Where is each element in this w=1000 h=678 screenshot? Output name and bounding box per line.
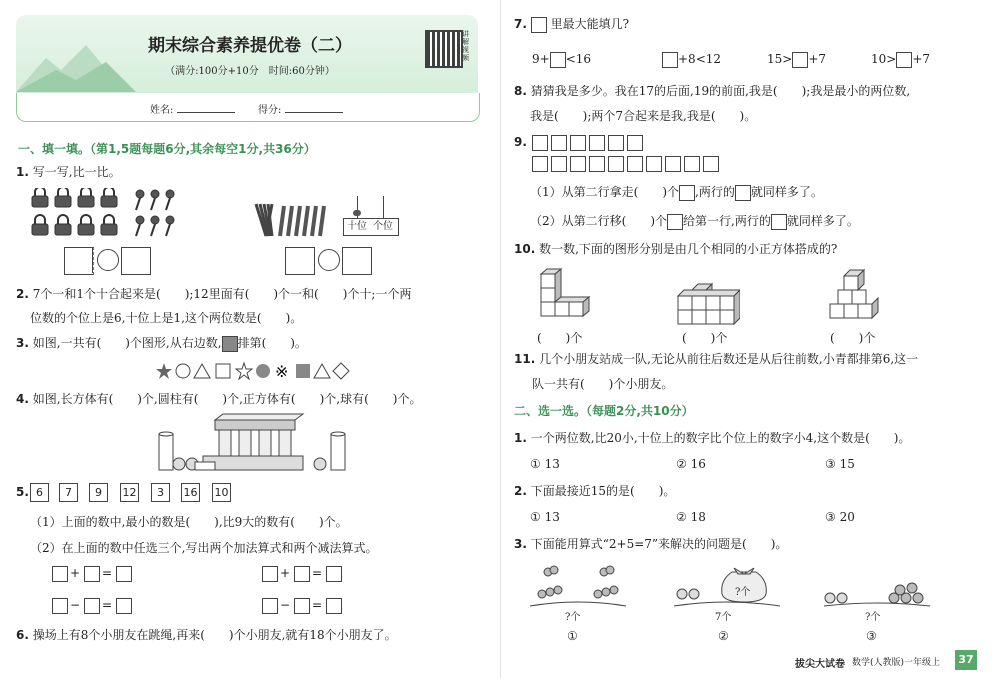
c2-option-3[interactable]: ③ 20 [825, 510, 855, 524]
c2-option-1[interactable]: ① 13 [530, 510, 560, 524]
gray-circle-icon [256, 364, 270, 378]
c3-label-1: ?个 [565, 612, 581, 623]
exam-title: 期末综合素养提优卷（二） [148, 36, 352, 56]
q3-text-a: 如图,一共有( )个图形,从右边数, [32, 336, 222, 350]
eq-op: = [102, 598, 113, 612]
q11-line1: 几个小朋友站成一队,无论从前往后数还是从后往前数,小青都排第6,这一 [539, 352, 919, 366]
eq-op: = [312, 598, 323, 612]
qr-code[interactable] [425, 30, 463, 68]
sticks-bundle-image [252, 200, 332, 240]
c3-option-3[interactable]: ③ [866, 629, 877, 643]
q7-expr1-a: 9+ [532, 52, 550, 66]
q1-compare-circle-2[interactable] [318, 249, 340, 271]
q10-answer-3[interactable]: ( )个 [830, 331, 876, 345]
number-card-16: 16 [181, 483, 200, 502]
q10-text: 数一数,下面的图形分别是由几个相同的小正方体搭成的? [539, 242, 838, 256]
q3-number: 3. [16, 336, 29, 350]
eq-box[interactable] [326, 566, 342, 582]
cube-figure-3 [826, 268, 886, 326]
q1-right-box-1[interactable] [285, 247, 315, 275]
q11-number: 11. [514, 352, 536, 366]
asterisk-icon: ※ [275, 362, 289, 380]
c1-option-3[interactable]: ③ 15 [825, 457, 855, 471]
q2-line2: 位数的个位上是6,十位上是1,这个两位数是( )。 [30, 311, 303, 325]
eq-box[interactable] [116, 598, 132, 614]
q10-answer-2[interactable]: ( )个 [682, 331, 728, 345]
q9-sub1-c: 就同样多了。 [750, 185, 823, 199]
eq-box[interactable] [84, 566, 100, 582]
score-field[interactable] [285, 112, 343, 113]
c3-picture-3 [822, 568, 932, 608]
equation-subtraction-1 [52, 598, 142, 616]
gray-square-shape-icon [296, 364, 310, 378]
q7-blank-2[interactable] [662, 52, 678, 68]
q9-sub2-a: （2）从第二行移( )个 [530, 214, 667, 228]
q1-text: 写一写,比一比。 [32, 165, 121, 179]
square-icon [771, 214, 787, 230]
star-icon [156, 363, 172, 379]
locks-and-keys-image [30, 188, 190, 240]
mountain-decoration [16, 40, 136, 92]
number-card-7: 7 [59, 483, 78, 502]
score-label: 得分: [258, 105, 282, 116]
q1-right-box-2[interactable] [342, 247, 372, 275]
q6-number: 6. [16, 628, 29, 642]
square-icon [667, 214, 683, 230]
c3-label-2: 7个 [715, 612, 732, 623]
q1-compare-circle-1[interactable] [97, 249, 119, 271]
c3-number: 3. [514, 537, 527, 551]
q7-blank-1[interactable] [550, 52, 566, 68]
solids-building-image [155, 412, 355, 472]
cube-figure-1 [535, 268, 595, 324]
q7-expr1-b: <16 [565, 52, 592, 66]
q11-line2: 队一共有( )个小朋友。 [532, 377, 674, 391]
footer-subject: 数学(人教版)一年级上 [852, 658, 941, 668]
number-card-9: 9 [89, 483, 108, 502]
c2-number: 2. [514, 484, 527, 498]
q4-number: 4. [16, 392, 29, 406]
c3-picture-2-bag [672, 562, 782, 608]
q2-number: 2. [16, 287, 29, 301]
eq-op: − [70, 598, 81, 612]
q9-sub1-a: （1）从第二行拿走( )个 [530, 185, 679, 199]
q1-number: 1. [16, 165, 29, 179]
info-strip [16, 93, 480, 122]
c1-text: 一个两位数,比20小,十位上的数字比个位上的数字小4,这个数是( )。 [530, 431, 911, 445]
eq-box[interactable] [116, 566, 132, 582]
c3-label-3: ?个 [865, 612, 881, 623]
equation-subtraction-2 [262, 598, 352, 616]
q7-text: 里最大能填几? [550, 17, 630, 31]
star-outline-icon [236, 363, 252, 379]
section-2-title: 二、选一选。（每题2分,共10分） [514, 404, 694, 418]
name-label: 姓名: [150, 105, 174, 116]
q4-text: 如图,长方体有( )个,圆柱有( )个,正方体有( )个,球有( )个。 [32, 392, 422, 406]
q5-sub2: （2）在上面的数中任选三个,写出两个加法算式和两个减法算式。 [30, 541, 378, 555]
q8-number: 8. [514, 84, 527, 98]
q1-left-box-2[interactable] [121, 247, 151, 275]
q6-text: 操场上有8个小朋友在跳绳,再来( )个小朋友,就有18个小朋友了。 [32, 628, 397, 642]
q7-expr4-b: +7 [912, 52, 931, 66]
c1-option-1[interactable]: ① 13 [530, 457, 560, 471]
exam-subtitle: （满分:100分+10分 时间:60分钟） [165, 66, 335, 77]
cube-figure-2 [674, 282, 740, 326]
square-icon [679, 185, 695, 201]
c3-picture-1 [528, 562, 628, 608]
gray-square-icon [222, 336, 238, 352]
eq-box[interactable] [52, 566, 68, 582]
q7-blank-4[interactable] [896, 52, 912, 68]
c2-option-2[interactable]: ② 18 [676, 510, 706, 524]
q9-sub2-c: 就同样多了。 [786, 214, 859, 228]
eq-box[interactable] [326, 598, 342, 614]
diamond-icon [333, 363, 349, 379]
eq-op: + [280, 566, 291, 580]
q10-answer-1[interactable]: ( )个 [537, 331, 583, 345]
q5-number: 5. [16, 485, 29, 499]
eq-op: + [70, 566, 81, 580]
footer-brand: 拔尖大试卷 [795, 659, 845, 670]
q8-line1: 猜猜我是多少。我在17的后面,19的前面,我是( );我是最小的两位数, [530, 84, 911, 98]
square-icon [216, 364, 230, 378]
eq-op: = [102, 566, 113, 580]
number-card-10: 10 [212, 483, 231, 502]
q9-number: 9. [514, 135, 527, 149]
number-card-3: 3 [151, 483, 170, 502]
qr-label: 讲解视频 [462, 30, 469, 62]
c3-bag-label: ?个 [735, 587, 751, 598]
triangle-outline-icon [314, 364, 330, 378]
q9-row2-squares [532, 156, 732, 172]
q9-row1-squares [532, 135, 652, 151]
equation-addition-1 [52, 566, 142, 584]
equation-addition-2 [262, 566, 352, 584]
tens-label: 十位 [347, 221, 367, 232]
q7-expr2-b: +8<12 [678, 52, 722, 66]
page-divider [500, 0, 501, 678]
q8-line2: 我是( );两个7合起来是我,我是( )。 [530, 109, 757, 123]
abacus [343, 196, 399, 238]
number-card-6: 6 [30, 483, 49, 502]
eq-box[interactable] [294, 566, 310, 582]
q3-text-b: 排第( )。 [237, 336, 307, 350]
c3-option-2[interactable]: ② [718, 629, 729, 643]
c1-option-2[interactable]: ② 16 [676, 457, 706, 471]
name-field[interactable] [177, 112, 235, 113]
q7-expr3-b: +7 [808, 52, 827, 66]
q9-sub2-b: 给第一行,两行的 [683, 214, 771, 228]
square-icon [735, 185, 751, 201]
eq-op: − [280, 598, 291, 612]
circle-icon [176, 364, 190, 378]
eq-box[interactable] [262, 566, 278, 582]
eq-op: = [312, 566, 323, 580]
ones-label: 个位 [373, 221, 393, 232]
eq-box[interactable] [262, 598, 278, 614]
q7-expr4-a: 10> [871, 52, 897, 66]
q7-expr3-a: 15> [767, 52, 793, 66]
q7-number: 7. [514, 17, 527, 31]
section-1-title: 一、填一填。（第1,5题每题6分,其余每空1分,共36分） [18, 142, 316, 156]
shapes-row [155, 362, 350, 380]
triangle-icon [194, 364, 210, 378]
c2-text: 下面最接近15的是( )。 [530, 484, 676, 498]
q1-left-compare-boxes [64, 247, 184, 275]
c1-number: 1. [514, 431, 527, 445]
eq-box[interactable] [294, 598, 310, 614]
q10-number: 10. [514, 242, 536, 256]
q2-line1: 7个一和1个十合起来是( );12里面有( )个一和( )个十;一个两 [32, 287, 412, 301]
eq-box[interactable] [52, 598, 68, 614]
q1-right-compare-boxes [285, 247, 405, 275]
c3-text: 下面能用算式“2+5=7”来解决的问题是( )。 [530, 537, 788, 551]
q7-box-icon [531, 17, 547, 33]
eq-box[interactable] [84, 598, 100, 614]
number-card-12: 12 [120, 483, 139, 502]
q7-blank-3[interactable] [792, 52, 808, 68]
page-number: 37 [955, 650, 977, 670]
q9-sub1-b: ,两行的 [695, 185, 735, 199]
c3-option-1[interactable]: ① [567, 629, 578, 643]
q5-sub1: （1）上面的数中,最小的数是( ),比9大的数有( )个。 [30, 515, 348, 529]
